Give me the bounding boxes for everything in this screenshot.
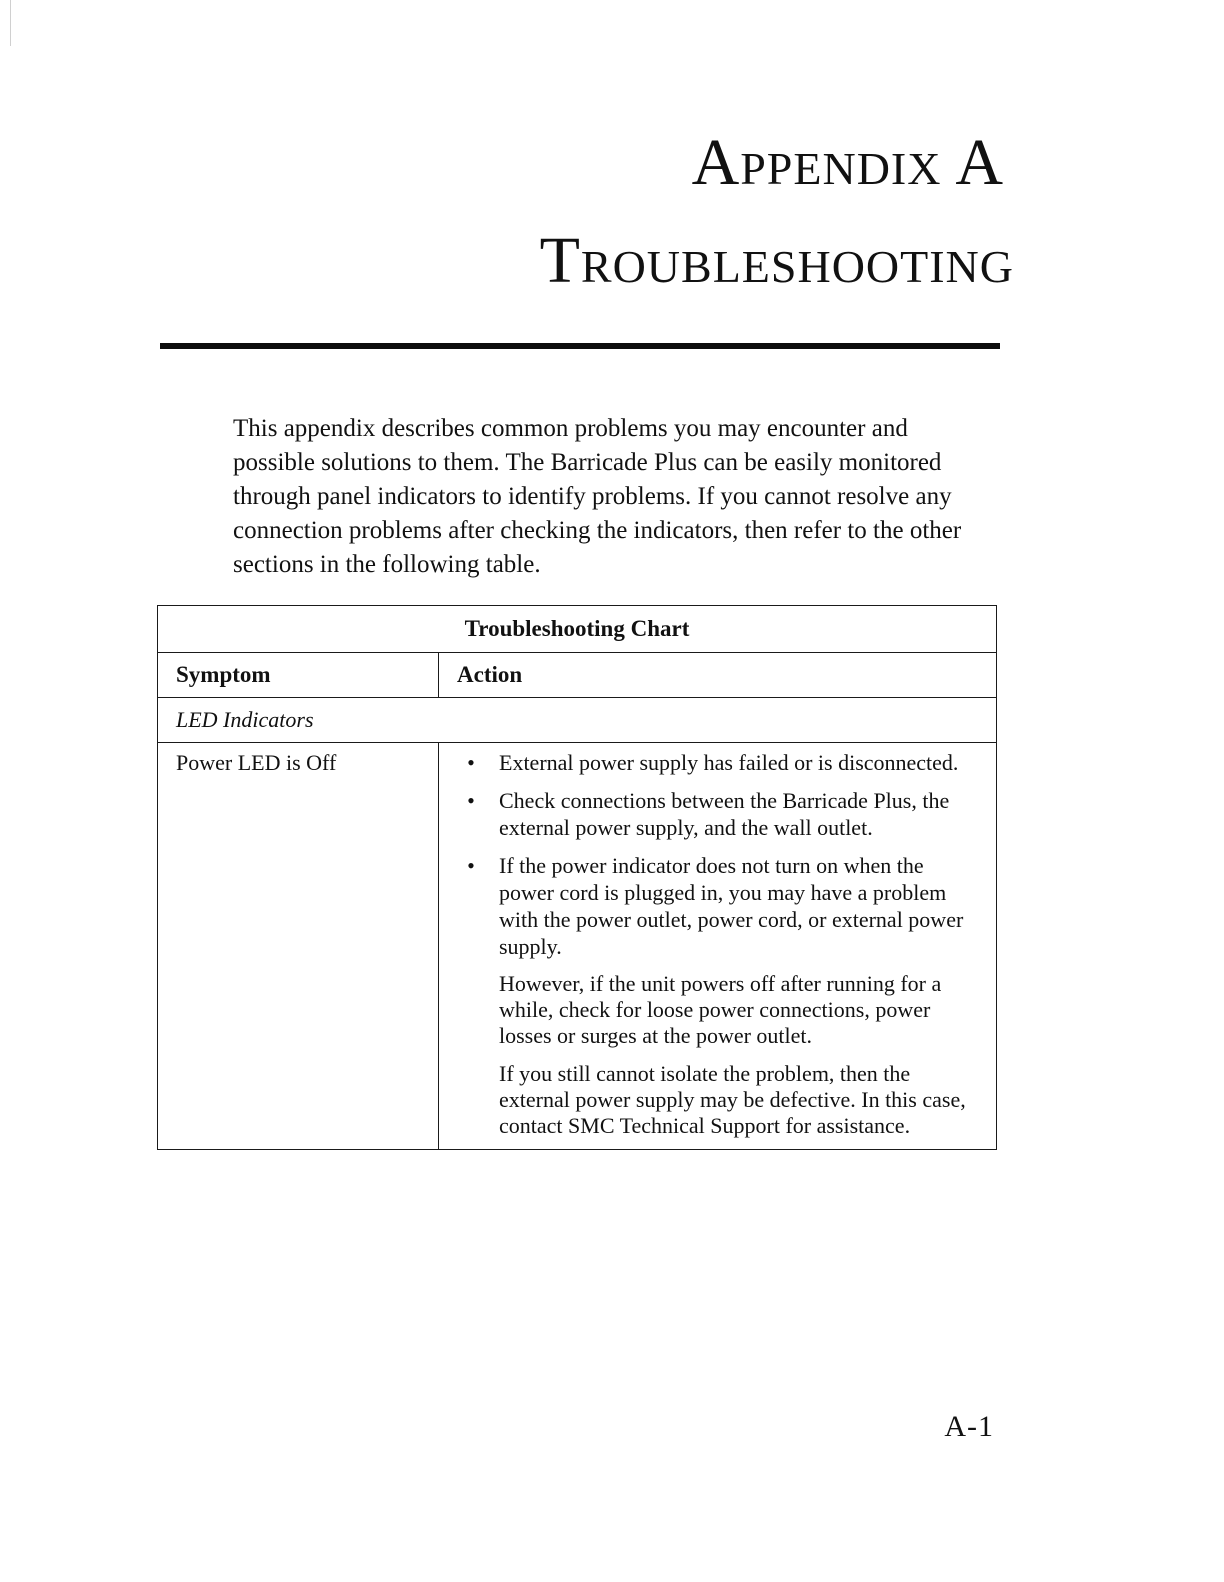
- appendix-title: Troubleshooting: [539, 224, 1014, 297]
- list-item: [461, 852, 978, 960]
- page-number: A-1: [944, 1410, 994, 1443]
- column-header-symptom: Symptom: [158, 653, 439, 698]
- action-bullet-text: If the power indicator does not turn on when the power cord is plugged in, you may have a problem with the power outlet, power cord, or external power supply.: [499, 853, 964, 959]
- action-bullet-text: Check connections between the Barricade Plus, the external power supply, and the wall outlet.: [499, 788, 950, 840]
- scan-edge-mark: [10, 0, 11, 46]
- list-item: [461, 787, 978, 841]
- action-bullet-text: External power supply has failed or is disconnected.: [499, 750, 959, 775]
- symptom-cell: Power LED is Off: [158, 743, 439, 1150]
- bullet-icon: •: [467, 788, 475, 813]
- chart-title: Troubleshooting Chart: [158, 606, 997, 653]
- chart-title-row: [158, 606, 997, 653]
- appendix-heading: Appendix A: [691, 126, 1004, 199]
- heading-rule: [160, 343, 1000, 349]
- section-row: [158, 698, 997, 743]
- action-cell: [439, 743, 997, 1150]
- troubleshooting-chart: [157, 605, 997, 1150]
- chart-header-row: [158, 653, 997, 698]
- bullet-icon: •: [467, 750, 475, 775]
- bullet-icon: •: [467, 853, 475, 878]
- action-paragraph: If you still cannot isolate the problem, then the external power supply may be defective. In this case, contact SMC Technical Support for assistance.: [499, 1061, 966, 1138]
- list-item: [461, 749, 978, 776]
- action-bullet-list: [461, 749, 978, 960]
- section-label-led-indicators: LED Indicators: [158, 698, 997, 743]
- action-paragraph: However, if the unit powers off after running for a while, check for loose power connections, power losses or surges at the power outlet.: [499, 971, 942, 1048]
- table-row: [158, 743, 997, 1150]
- column-header-action: Action: [439, 653, 997, 698]
- intro-paragraph: This appendix describes common problems you may encounter and possible solutions to them. The Barricade Plus can be easily monitored through panel indicators to identify problems. If you cannot resolve any connection problems after checking the indicators, then refer to the other sections in the following table.: [233, 415, 962, 578]
